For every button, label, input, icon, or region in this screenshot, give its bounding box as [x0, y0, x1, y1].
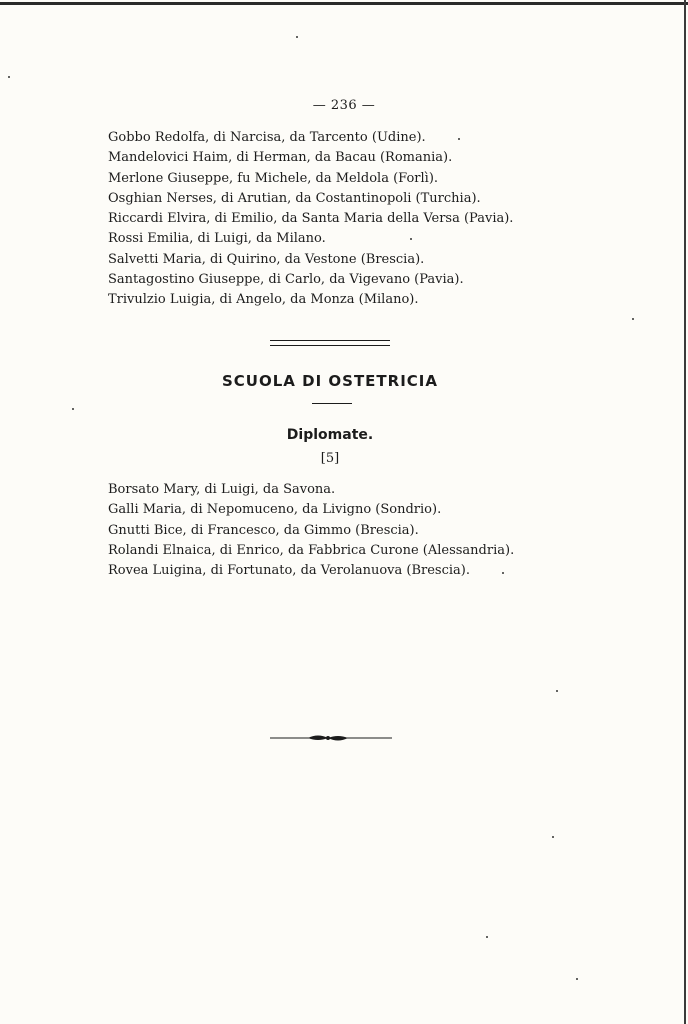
list-item: Osghian Nerses, di Arutian, da Costantinopoli (Turchia).	[108, 190, 481, 206]
paper-speck	[552, 836, 554, 838]
list-item: Mandelovici Haim, di Herman, da Bacau (Romania).	[108, 150, 453, 166]
title-underline	[312, 403, 352, 404]
paper-speck	[410, 238, 412, 240]
section-divider	[270, 340, 390, 346]
paper-speck	[458, 138, 460, 140]
graduates-list	[108, 128, 568, 311]
list-item: Gnutti Bice, di Francesco, da Gimmo (Brescia).	[108, 522, 419, 538]
list-item: Borsato Mary, di Luigi, da Savona.	[108, 482, 336, 497]
paper-speck	[296, 36, 298, 38]
paper-speck	[632, 318, 634, 320]
paper-speck	[556, 690, 558, 692]
list-item: Rossi Emilia, di Luigi, da Milano.	[108, 231, 326, 247]
end-ornament	[270, 733, 392, 743]
list-item: Rolandi Elnaica, di Enrico, da Fabbrica Curone (Alessandria).	[108, 542, 515, 558]
paper-speck	[8, 76, 10, 78]
list-item: Trivulzio Luigia, di Angelo, da Monza (Milano).	[108, 292, 419, 308]
list-item: Salvetti Maria, di Quirino, da Vestone (Brescia).	[108, 251, 425, 267]
paper-speck	[72, 408, 74, 410]
paper-speck	[502, 572, 504, 574]
paper-speck	[486, 936, 488, 938]
section-title: SCUOLA DI OSTETRICIA	[222, 372, 438, 390]
page-number: — 236 —	[312, 98, 376, 113]
paper-speck	[576, 978, 578, 980]
list-item: Gobbo Redolfa, di Narcisa, da Tarcento (Udine).	[108, 130, 426, 145]
list-item: Merlone Giuseppe, fu Michele, da Meldola (Forlì).	[108, 170, 439, 186]
list-item: Riccardi Elvira, di Emilio, da Santa Maria della Versa (Pavia).	[108, 211, 514, 227]
diplomate-list	[108, 480, 568, 581]
list-item: Rovea Luigina, di Fortunato, da Verolanuova (Brescia).	[108, 563, 471, 579]
subsection-title: Diplomate.	[286, 427, 374, 443]
page-right-edge	[684, 0, 686, 1024]
entry-count: [5]	[320, 451, 340, 466]
page-top-edge	[0, 2, 688, 5]
list-item: Galli Maria, di Nepomuceno, da Livigno (Sondrio).	[108, 502, 442, 518]
list-item: Santagostino Giuseppe, di Carlo, da Vigevano (Pavia).	[108, 272, 464, 288]
